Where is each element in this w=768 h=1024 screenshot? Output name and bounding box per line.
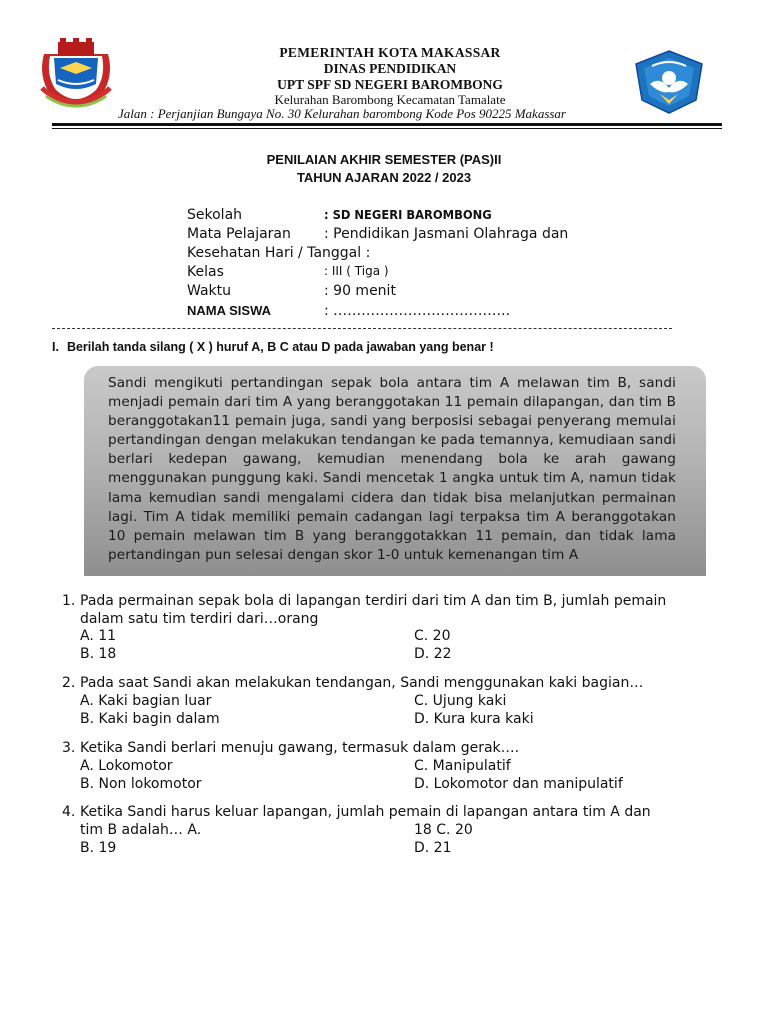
info-label: Sekolah [187, 207, 243, 223]
exam-title: PENILAIAN AKHIR SEMESTER (PAS)II [266, 152, 502, 167]
option-d[interactable]: D. 22 [414, 646, 452, 662]
header-district: Kelurahan Barombong Kecamatan Tamalate [274, 92, 506, 107]
info-value: : Pendidikan Jasmani Olahraga dan [324, 226, 569, 242]
info-value: : 90 menit [324, 283, 396, 299]
option-d[interactable]: D. Lokomotor dan manipulatif [414, 776, 623, 792]
option-b[interactable]: B. Non lokomotor [80, 776, 202, 792]
question-number: 3. [62, 740, 76, 756]
reading-passage-text: Sandi mengikuti pertandingan sepak bola antara tim A melawan tim B, sandi menjadi pemain dari tim A yang beranggotakan 11 pemain dilapangan, dan tim B beranggotakan11 pemain juga, sandi yang berposisi sebagai penyerang memulai pertandingan dengan melakukan tendangan ke pada temannya, kemudiaan sandi berlari kedepan gawang, kemudian menendang bola ke arah gawang menggunakan punggung kaki. Sandi mencetak 1 angka untuk tim A, namun tidak lama kemudian sandi mengalami cidera dan tidak bisa melanjutkan permainan lagi. Tim A tidak memiliki pemain cadangan lagi terpaksa tim A beranggotakan 10 pemain melawan tim B yang beranggotakkan 11 pemain, dan tidak lama pertandingan pun selesai dengan skor 1-0 untuk kemenangan tim A [108, 375, 676, 563]
header-address: Jalan : Perjanjian Bungaya No. 30 Kelurahan barombong Kode Pos 90225 Makassar [118, 106, 566, 121]
header-department: DINAS PENDIDIKAN [323, 61, 457, 76]
option-b[interactable]: B. Kaki bagin dalam [80, 711, 220, 727]
question-stem: Pada saat Sandi akan melakukan tendangan, Sandi menggunakan kaki bagian… [80, 675, 644, 691]
info-label: Kesehatan Hari / Tanggal : [187, 245, 371, 261]
instruction-text: Berilah tanda silang ( X ) huruf A, B C atau D pada jawaban yang benar ! [66, 340, 494, 354]
question-number: 2. [62, 675, 76, 691]
option-a[interactable]: A. Lokomotor [80, 758, 173, 774]
info-value: : SD NEGERI BAROMBONG [324, 207, 492, 222]
option-b[interactable]: B. 19 [80, 840, 117, 856]
option-a[interactable]: A. Kaki bagian luar [80, 693, 212, 709]
option-c[interactable]: C. 20 [414, 628, 451, 644]
question-number: 4. [62, 804, 76, 820]
option-b[interactable]: B. 18 [80, 646, 117, 662]
option-d[interactable]: D. 21 [414, 840, 452, 856]
info-label: Waktu [187, 283, 231, 299]
info-label: Kelas [187, 264, 224, 280]
student-name-blank: : ……………………………….. [324, 303, 511, 319]
makassar-emblem-logo [36, 36, 116, 108]
info-label: Mata Pelajaran [187, 226, 291, 242]
option-a[interactable]: A. 11 [80, 628, 117, 644]
dashed-separator [52, 328, 672, 329]
question-number: 1. [62, 593, 76, 609]
question-stem: Pada permainan sepak bola di lapangan terdiri dari tim A dan tim B, jumlah pemain dalam satu tim terdiri dari…orang [80, 593, 667, 627]
header-rule-thin [52, 128, 722, 129]
header-school: UPT SPF SD NEGERI BAROMBONG [277, 77, 503, 92]
header-rule-thick [52, 123, 722, 126]
option-c[interactable]: C. Manipulatif [414, 758, 511, 774]
option-d[interactable]: D. Kura kura kaki [414, 711, 534, 727]
option-a-c[interactable]: 18 C. 20 [414, 822, 473, 838]
question-stem: Ketika Sandi berlari menuju gawang, termasuk dalam gerak…. [80, 740, 520, 756]
reading-passage-box [84, 366, 706, 576]
academic-year: TAHUN AJARAN 2022 / 2023 [296, 170, 472, 185]
option-c[interactable]: C. Ujung kaki [414, 693, 507, 709]
section-instruction [52, 340, 494, 354]
question-stem-continued: tim B adalah… A. [80, 822, 202, 838]
info-value: : III ( Tiga ) [324, 264, 389, 278]
header-government: PEMERINTAH KOTA MAKASSAR [279, 45, 501, 60]
question-stem: Ketika Sandi harus keluar lapangan, jumlah pemain di lapangan antara tim A dan [80, 804, 651, 820]
info-label: NAMA SISWA [187, 303, 272, 318]
section-number: I. [52, 340, 59, 354]
